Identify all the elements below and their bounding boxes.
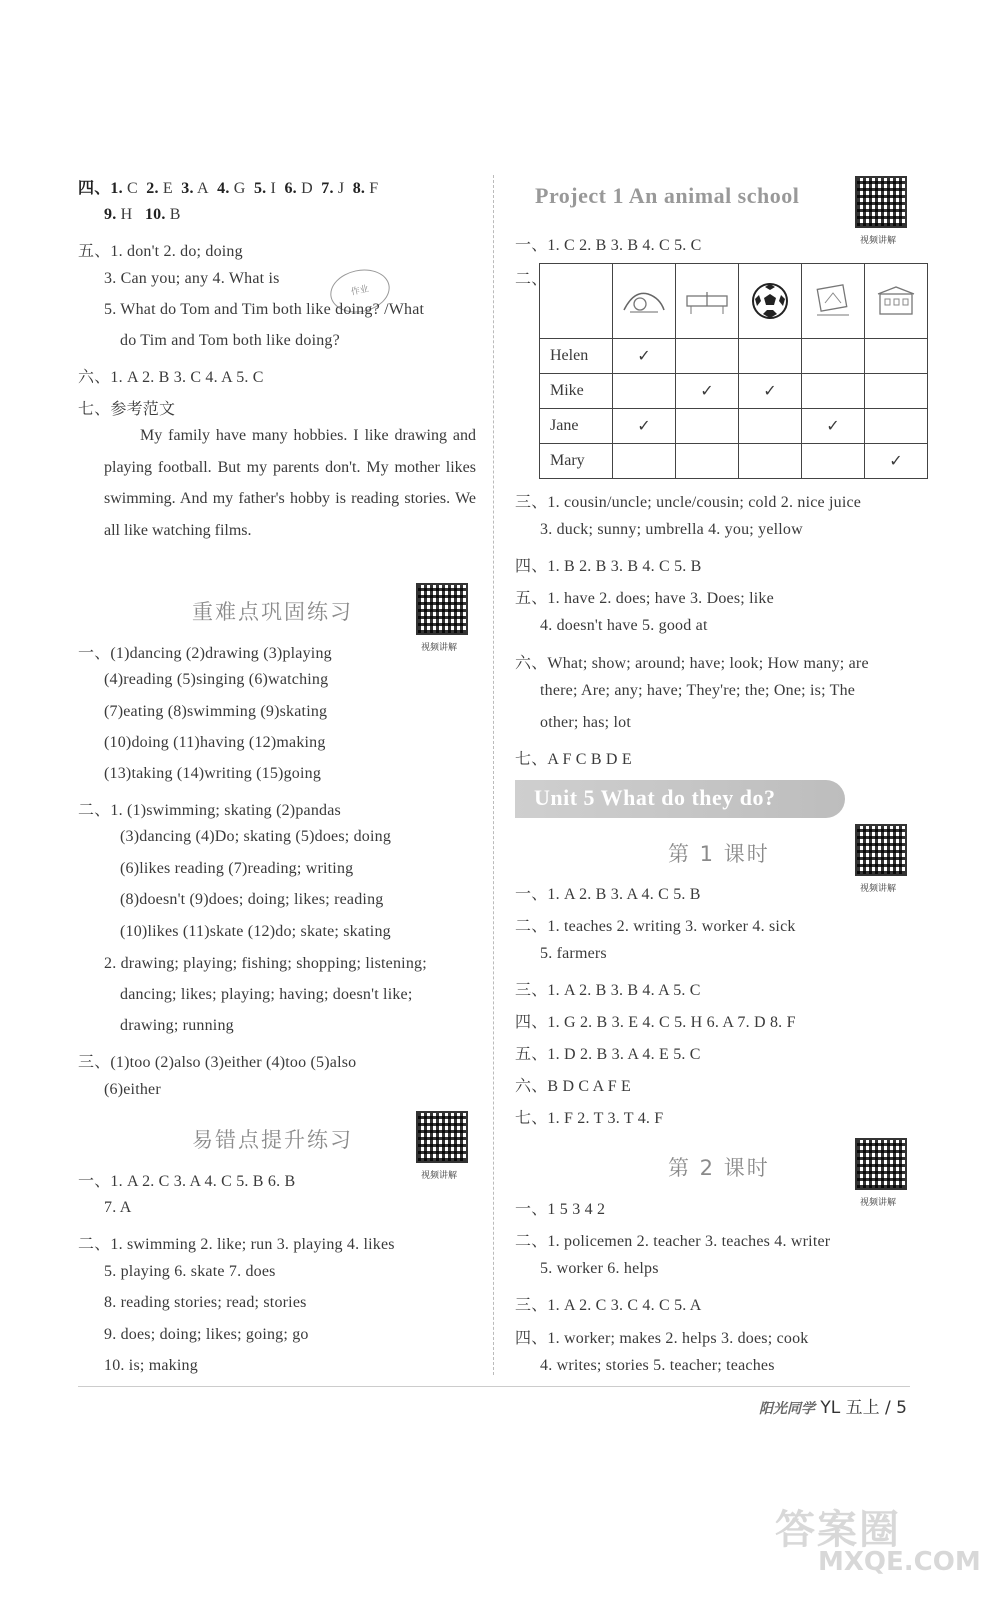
answer-line: 一、1. A 2. C 3. A 4. C 5. B 6. B bbox=[78, 1173, 296, 1190]
answer-line: 8. reading stories; read; stories bbox=[104, 1294, 307, 1311]
answer-line: there; Are; any; have; They're; the; One; is; The bbox=[540, 682, 856, 699]
answer-line: (6)likes reading (7)reading; writing bbox=[120, 860, 354, 877]
answer-line: (7)eating (8)swimming (9)skating bbox=[104, 703, 328, 720]
answer-line: 三、(1)too (2)also (3)either (4)too (5)also bbox=[78, 1054, 357, 1071]
qr-code-icon[interactable] bbox=[855, 176, 907, 228]
watermark: 答案圈 bbox=[775, 1507, 901, 1553]
answer-line: 六、B D C A F E bbox=[515, 1078, 631, 1095]
table-row bbox=[540, 339, 928, 374]
building-icon bbox=[874, 284, 918, 318]
table-row bbox=[540, 374, 928, 409]
table-header-cell bbox=[676, 264, 739, 339]
answer-line: 七、A F C B D E bbox=[515, 751, 632, 768]
answer-line: dancing; likes; playing; having; doesn't like; bbox=[120, 986, 413, 1003]
check-cell bbox=[739, 339, 802, 374]
answer-line: 9. does; doing; likes; going; go bbox=[104, 1326, 309, 1343]
answer-line: (4)reading (5)singing (6)watching bbox=[104, 671, 329, 688]
row-name: Helen bbox=[540, 339, 613, 374]
answer-line: 三、1. cousin/uncle; uncle/cousin; cold 2. nice juice bbox=[515, 494, 862, 511]
answer-line: 5. What do Tom and Tim both like doing? /What bbox=[104, 301, 425, 318]
section-title: 重难点巩固练习 bbox=[192, 600, 353, 624]
check-cell: ✓ bbox=[739, 374, 802, 409]
qr-code-icon[interactable] bbox=[416, 583, 468, 635]
project-title: Project 1 An animal school bbox=[535, 183, 800, 208]
answer-line: 二、1. teaches 2. writing 3. worker 4. sick bbox=[515, 918, 796, 935]
table-header-cell bbox=[613, 264, 676, 339]
table-tennis-icon bbox=[683, 286, 731, 316]
answer-line: 二、 bbox=[515, 271, 548, 288]
answer-line: other; has; lot bbox=[540, 714, 631, 731]
answer-line: 4. writes; stories 5. teacher; teaches bbox=[540, 1357, 775, 1374]
answer-line: 10. is; making bbox=[104, 1357, 198, 1374]
check-cell bbox=[802, 374, 865, 409]
check-cell: ✓ bbox=[613, 339, 676, 374]
check-cell: ✓ bbox=[865, 444, 928, 479]
table-header-cell bbox=[865, 264, 928, 339]
answer-line: do Tim and Tom both like doing? bbox=[120, 332, 340, 349]
row-name: Jane bbox=[540, 409, 613, 444]
answer-line: (10)likes (11)skate (12)do; skate; skating bbox=[120, 923, 391, 940]
check-cell: ✓ bbox=[676, 374, 739, 409]
check-cell: ✓ bbox=[613, 409, 676, 444]
answer-line: drawing; running bbox=[120, 1017, 234, 1034]
table-row bbox=[540, 444, 928, 479]
answer-line: 二、1. swimming 2. like; run 3. playing 4. likes bbox=[78, 1236, 395, 1253]
qr-caption: 视频讲解 bbox=[860, 1198, 897, 1208]
watermark-url: MXQE.COM bbox=[818, 1547, 981, 1577]
row-name: Mary bbox=[540, 444, 613, 479]
check-cell bbox=[613, 374, 676, 409]
check-cell bbox=[739, 444, 802, 479]
unit-title: Unit 5 What do they do? bbox=[534, 785, 776, 810]
table-header-cell bbox=[802, 264, 865, 339]
check-cell bbox=[739, 409, 802, 444]
check-cell: ✓ bbox=[802, 409, 865, 444]
activity-table bbox=[539, 263, 928, 479]
answer-line: 四、1. B 2. B 3. B 4. C 5. B bbox=[515, 558, 702, 575]
answer-line: 三、1. A 2. B 3. B 4. A 5. C bbox=[515, 982, 701, 999]
check-cell bbox=[865, 374, 928, 409]
table-corner bbox=[540, 264, 613, 339]
column-divider bbox=[493, 175, 494, 1375]
qr-code-icon[interactable] bbox=[416, 1111, 468, 1163]
football-icon bbox=[750, 281, 790, 321]
lesson-title: 第 2 课时 bbox=[668, 1156, 770, 1180]
qr-caption: 视频讲解 bbox=[421, 643, 458, 653]
answer-line: (10)doing (11)having (12)making bbox=[104, 734, 326, 751]
qr-caption: 视频讲解 bbox=[860, 884, 897, 894]
brand-logo: 阳光同学 bbox=[758, 1401, 815, 1417]
check-cell bbox=[676, 339, 739, 374]
lesson-title: 第 1 课时 bbox=[668, 842, 770, 866]
page-number: YL 五上 / 5 bbox=[820, 1398, 907, 1418]
check-cell bbox=[865, 339, 928, 374]
fishing-icon bbox=[620, 286, 668, 316]
answer-line: 七、参考范文 bbox=[78, 401, 176, 418]
table-header-cell bbox=[739, 264, 802, 339]
answer-line: 5. farmers bbox=[540, 945, 607, 962]
answer-line: 5. playing 6. skate 7. does bbox=[104, 1263, 276, 1280]
answer-line: 六、1. A 2. B 3. C 4. A 5. C bbox=[78, 369, 264, 386]
answer-line: (6)either bbox=[104, 1081, 161, 1098]
answer-line: 四、1. C 2. E 3. A 4. G 5. I 6. D 7. J 8. F bbox=[78, 180, 379, 197]
answer-line: 2. drawing; playing; fishing; shopping; listening; bbox=[104, 955, 427, 972]
qr-code-icon[interactable] bbox=[855, 1138, 907, 1190]
stamp: 作业 bbox=[326, 264, 393, 318]
check-cell bbox=[613, 444, 676, 479]
answer-line: 4. doesn't have 5. good at bbox=[540, 617, 708, 634]
drawing-icon bbox=[811, 283, 855, 319]
answer-line: 五、1. don't 2. do; doing bbox=[78, 243, 243, 260]
answer-line: 三、1. A 2. C 3. C 4. C 5. A bbox=[515, 1297, 702, 1314]
answer-line: 一、1. A 2. B 3. A 4. C 5. B bbox=[515, 886, 701, 903]
answer-line: 七、1. F 2. T 3. T 4. F bbox=[515, 1110, 664, 1127]
footer-rule bbox=[78, 1386, 910, 1387]
answer-line: 二、1. (1)swimming; skating (2)pandas bbox=[78, 802, 341, 819]
answer-line: 一、1 5 3 4 2 bbox=[515, 1201, 606, 1218]
table-row bbox=[540, 409, 928, 444]
check-cell bbox=[865, 409, 928, 444]
check-cell bbox=[802, 339, 865, 374]
qr-caption: 视频讲解 bbox=[421, 1171, 458, 1181]
qr-code-icon[interactable] bbox=[855, 824, 907, 876]
section-title: 易错点提升练习 bbox=[192, 1128, 353, 1152]
check-cell bbox=[676, 409, 739, 444]
answer-line: 5. worker 6. helps bbox=[540, 1260, 659, 1277]
answer-line: 3. duck; sunny; umbrella 4. you; yellow bbox=[540, 521, 803, 538]
answer-line: 四、1. G 2. B 3. E 4. C 5. H 6. A 7. D 8. F bbox=[515, 1014, 796, 1031]
check-cell bbox=[676, 444, 739, 479]
essay-paragraph: My family have many hobbies. I like drawing and playing football. But my parents don't. My mother likes swimming. And my father's hobby is reading stories. We all like watching films. bbox=[104, 427, 476, 539]
answer-line: 一、1. C 2. B 3. B 4. C 5. C bbox=[515, 237, 702, 254]
answer-line: 3. Can you; any 4. What is bbox=[104, 270, 280, 287]
answer-line: 9. H 10. B bbox=[104, 206, 181, 223]
answer-line: 六、What; show; around; have; look; How many; are bbox=[515, 655, 869, 672]
row-name: Mike bbox=[540, 374, 613, 409]
answer-line: 二、1. policemen 2. teacher 3. teaches 4. writer bbox=[515, 1233, 831, 1250]
answer-line: 四、1. worker; makes 2. helps 3. does; cook bbox=[515, 1330, 809, 1347]
answer-line: (13)taking (14)writing (15)going bbox=[104, 765, 322, 782]
qr-caption: 视频讲解 bbox=[860, 236, 897, 246]
answer-line: (3)dancing (4)Do; skating (5)does; doing bbox=[120, 828, 392, 845]
answer-line: 五、1. D 2. B 3. A 4. E 5. C bbox=[515, 1046, 701, 1063]
page-footer bbox=[759, 1393, 907, 1418]
answer-line: 一、(1)dancing (2)drawing (3)playing bbox=[78, 645, 332, 662]
check-cell bbox=[802, 444, 865, 479]
answer-line: 7. A bbox=[104, 1199, 132, 1216]
answer-line: (8)doesn't (9)does; doing; likes; reading bbox=[120, 891, 384, 908]
answer-line: 五、1. have 2. does; have 3. Does; like bbox=[515, 590, 774, 607]
